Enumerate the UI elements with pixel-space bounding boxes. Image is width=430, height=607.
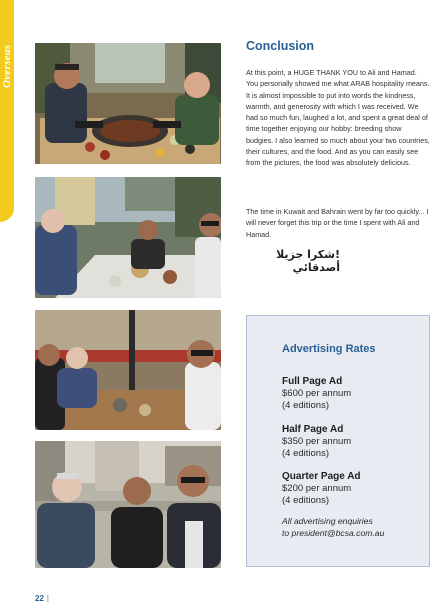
ad-rate-price: $350 per annum	[282, 436, 352, 447]
advertising-rates-title: Advertising Rates	[282, 343, 376, 355]
section-tab-label: Overseas	[1, 44, 13, 88]
section-tab	[0, 0, 14, 222]
advertising-enquiry-line-1: All advertising enquiries	[282, 516, 373, 526]
photo-outdoor-lunch	[35, 177, 221, 298]
ad-rate-editions: (4 editions)	[282, 495, 329, 506]
photo-cafe-group	[35, 310, 221, 430]
article-paragraph-1: At this point, a HUGE THANK YOU to Ali and Hamad. You personally showed me what ARAB hospitality means. It is almost impossible to put into words the kindness, warmth, and generosity with which I was received. We had so much fun, laughed a lot, and spent a great deal of time together enjoying our hobby: breeding show budgies. I also learned so much about your two countries, their cultures, and the food. And as you can easily see from the pictures, the food was absolutely delicious.	[246, 68, 430, 168]
photo-street-selfie	[35, 441, 221, 568]
article-heading: Conclusion	[246, 39, 315, 53]
ad-rate-full-page	[282, 376, 427, 412]
ad-rate-name: Quarter Page Ad	[282, 471, 361, 482]
ad-rate-price: $200 per annum	[282, 483, 352, 494]
ad-rate-editions: (4 editions)	[282, 400, 329, 411]
page-number	[35, 594, 49, 603]
page-number-separator: |	[46, 594, 49, 603]
ad-rate-half-page	[282, 424, 427, 460]
photo-grill-table	[35, 43, 221, 164]
page-number-value: 22	[35, 594, 44, 603]
article-paragraph-2: The time in Kuwait and Bahrain went by far too quickly... I will never forget this trip or the time I spent with Ali and Hamad.	[246, 207, 429, 239]
arabic-thanks: !شكرا جزيلا أصدقائي	[276, 248, 340, 274]
ad-rate-price: $600 per annum	[282, 388, 352, 399]
ad-rate-name: Half Page Ad	[282, 424, 344, 435]
advertising-enquiry-email[interactable]: to president@bcsa.com.au	[282, 527, 385, 538]
ad-rate-editions: (4 editions)	[282, 448, 329, 459]
ad-rate-quarter-page	[282, 471, 427, 507]
advertising-rates-box	[246, 315, 430, 567]
advertising-enquiry	[282, 516, 427, 539]
ad-rate-name: Full Page Ad	[282, 376, 343, 387]
